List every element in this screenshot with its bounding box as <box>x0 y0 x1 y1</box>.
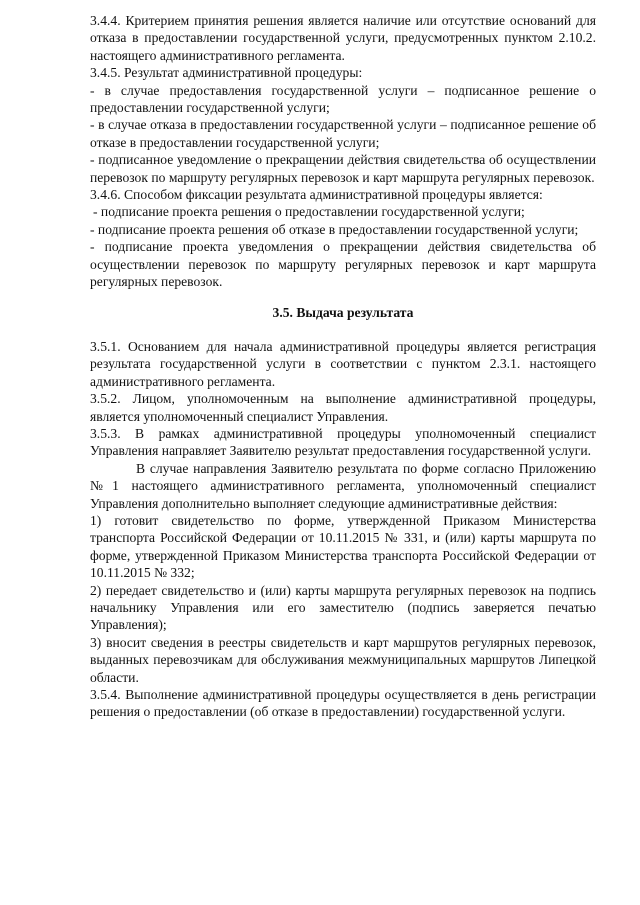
paragraph-3-4-6: 3.4.6. Способом фиксации результата административной процедуры является: <box>90 187 543 203</box>
document-page <box>90 12 596 721</box>
list-item: - в случае предоставления государственной услуги – подписанное решение о предоставлении государственной услуги; <box>90 82 596 116</box>
paragraph-3-5-3: 3.5.3. В рамках административной процедуры уполномоченный специалист Управления направляет Заявителю результат предоставления государственной услуги. <box>90 425 596 459</box>
paragraph-appendix-case: В случае направления Заявителю результата по форме согласно Приложению №1 настоящего административного регламента, уполномоченный специалист Управления дополнительно выполняет следующие административные действия: <box>90 460 596 511</box>
list-item: - подписание проекта уведомления о прекращении действия свидетельства об осуществлении перевозок по маршруту регулярных перевозок и карт маршрута регулярных перевозок. <box>90 239 596 290</box>
list-item: - подписание проекта решения о предоставлении государственной услуги; <box>93 204 525 220</box>
paragraph-3-5-2: 3.5.2. Лицом, уполномоченным на выполнение административной процедуры, является уполномоченный специалист Управления. <box>90 391 596 424</box>
section-heading: 3.5. Выдача результата <box>272 304 414 320</box>
list-item: - подписанное уведомление о прекращении действия свидетельства об осуществлении перевозок по маршруту регулярных перевозок и карт маршрута регулярных перевозок. <box>90 152 596 185</box>
paragraph-3-5-4: 3.5.4. Выполнение административной процедуры осуществляется в день регистрации решения о предоставлении (об отказе в предоставлении) государственной услуги. <box>90 687 596 720</box>
paragraph-3-4-5: 3.4.5. Результат административной процедуры: <box>90 65 363 81</box>
paragraph-3-4-4: 3.4.4. Критерием принятия решения является наличие или отсутствие оснований для отказа в предоставлении государственной услуги, предусмотренных пунктом 2.10.2. настоящего административного регламента. <box>90 13 596 63</box>
paragraph-3-5-1: 3.5.1. Основанием для начала административной процедуры является регистрация результата государственной услуги в соответствии с пунктом 2.3.1. настоящего административного регламента. <box>90 338 596 389</box>
list-item: 3) вносит сведения в реестры свидетельств и карт маршрутов регулярных перевозок, выданных перевозчикам для обслуживания межмуниципальных маршрутов Липецкой области. <box>90 634 596 685</box>
list-item: 1) готовит свидетельство по форме, утвержденной Приказом Министерства транспорта Российской Федерации от 10.11.2015 № 331, и (или) карты маршрута по форме, утвержденной Приказом Министерства транспорта Российской Федерации от 10.11.2015 № 332; <box>90 512 596 581</box>
list-item: 2) передает свидетельство и (или) карты маршрута регулярных перевозок на подпись начальнику Управления или его заместителю (подпись заверяется печатью Управления); <box>90 582 596 633</box>
list-item: - подписание проекта решения об отказе в предоставлении государственной услуги; <box>90 221 579 237</box>
list-item: - в случае отказа в предоставлении государственной услуги – подписанное решение об отказе в предоставлении государственной услуги; <box>90 117 596 150</box>
